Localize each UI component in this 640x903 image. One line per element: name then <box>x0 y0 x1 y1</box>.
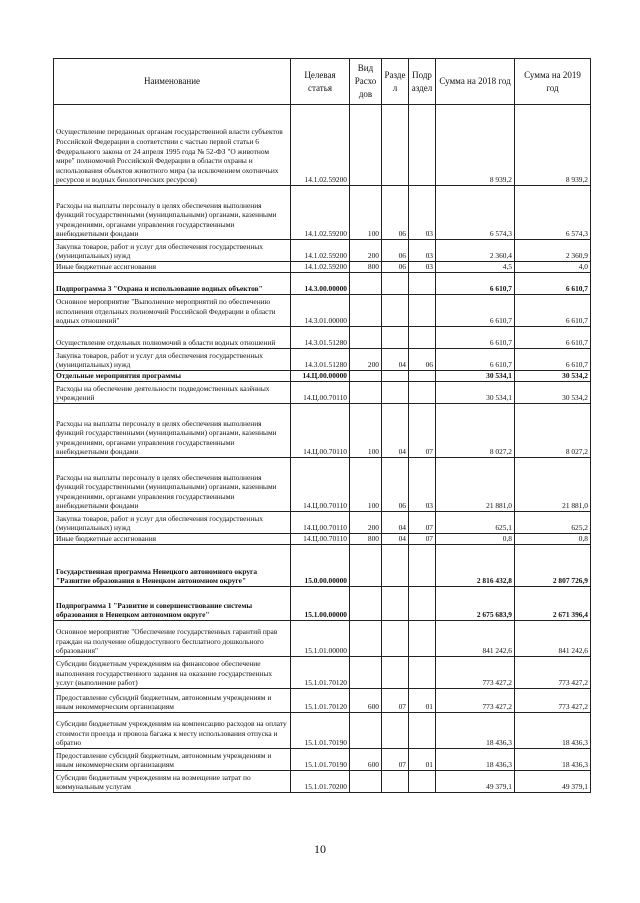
cell-type: 800 <box>350 262 382 273</box>
cell-type <box>350 105 382 186</box>
cell-target: 14.Ц.00.70110 <box>291 512 350 534</box>
cell-sum-2019: 8 027,2 <box>515 404 591 458</box>
cell-section: 07 <box>382 749 409 771</box>
cell-sum-2019: 4,0 <box>515 262 591 273</box>
cell-target: 15.1.01.70120 <box>291 689 350 713</box>
table-row <box>54 512 591 534</box>
cell-type <box>350 273 382 295</box>
cell-section <box>382 545 409 587</box>
cell-type: 200 <box>350 240 382 262</box>
cell-sum-2018: 30 534,1 <box>436 371 515 382</box>
cell-sum-2019: 6 610,7 <box>515 273 591 295</box>
page-number: 10 <box>314 842 326 856</box>
cell-subsection <box>409 371 436 382</box>
cell-target: 14.1.02.59200 <box>291 105 350 186</box>
cell-subsection: 03 <box>409 262 436 273</box>
cell-subsection: 03 <box>409 240 436 262</box>
cell-sum-2018: 2 360,4 <box>436 240 515 262</box>
cell-sum-2018: 0,8 <box>436 534 515 545</box>
cell-name: Закупка товаров, работ и услуг для обеспечения государственных (муниципальных) нужд <box>54 349 291 371</box>
cell-section <box>382 713 409 749</box>
cell-name: Расходы на выплаты персоналу в целях обеспечения выполнения функций государственными (муниципальными) органами, казенными учреждениями, органами управления государственными внебюджетными фондами <box>54 186 291 240</box>
table-row <box>54 713 591 749</box>
cell-target: 14.1.02.59200 <box>291 240 350 262</box>
cell-name: Основное мероприятие "Обеспечение государственных гарантий прав граждан на получение общедоступного бесплатного дошкольного образования" <box>54 621 291 657</box>
cell-type: 200 <box>350 512 382 534</box>
cell-sum-2018: 18 436,3 <box>436 713 515 749</box>
cell-sum-2018: 18 436,3 <box>436 749 515 771</box>
cell-name: Расходы на выплаты персоналу в целях обеспечения выполнения функций государственными (муниципальными) органами, казенными учреждениями, органами управления государственными внебюджетными фондами <box>54 458 291 512</box>
cell-sum-2018: 2 816 432,8 <box>436 545 515 587</box>
cell-subsection <box>409 587 436 621</box>
cell-name: Иные бюджетные ассигнования <box>54 262 291 273</box>
table-row <box>54 105 591 186</box>
cell-section: 04 <box>382 512 409 534</box>
cell-target: 14.Ц.00.70110 <box>291 382 350 404</box>
table-row <box>54 327 591 349</box>
cell-subsection: 07 <box>409 512 436 534</box>
cell-name: Подпрограмма 1 "Развитие и совершенствование системы образования в Ненецком автономном округе" <box>54 587 291 621</box>
cell-section <box>382 621 409 657</box>
cell-target: 15.1.01.70120 <box>291 657 350 689</box>
cell-target: 15.1.00.00000 <box>291 587 350 621</box>
cell-sum-2018: 8 939,2 <box>436 105 515 186</box>
cell-target: 14.Ц.00.70110 <box>291 404 350 458</box>
cell-type: 600 <box>350 749 382 771</box>
cell-subsection: 03 <box>409 186 436 240</box>
table-row <box>54 621 591 657</box>
cell-target: 14.3.01.51280 <box>291 349 350 371</box>
cell-subsection <box>409 105 436 186</box>
cell-sum-2018: 625,1 <box>436 512 515 534</box>
cell-type: 100 <box>350 404 382 458</box>
cell-sum-2019: 6 610,7 <box>515 349 591 371</box>
table-row <box>54 371 591 382</box>
cell-subsection: 07 <box>409 534 436 545</box>
cell-target: 15.1.01.70200 <box>291 771 350 793</box>
cell-sum-2019: 30 534,2 <box>515 371 591 382</box>
cell-section <box>382 327 409 349</box>
cell-sum-2019: 773 427,2 <box>515 689 591 713</box>
table-row <box>54 262 591 273</box>
cell-name: Отдельные мероприятия программы <box>54 371 291 382</box>
cell-section <box>382 371 409 382</box>
header-sum-2018: Сумма на 2018 год <box>436 59 515 105</box>
cell-sum-2018: 4,5 <box>436 262 515 273</box>
cell-type: 100 <box>350 458 382 512</box>
cell-name: Закупка товаров, работ и услуг для обеспечения государственных (муниципальных) нужд <box>54 512 291 534</box>
cell-subsection <box>409 295 436 327</box>
header-section: Разде л <box>382 59 409 105</box>
cell-target: 15.1.01.70190 <box>291 713 350 749</box>
cell-sum-2019: 8 939,2 <box>515 105 591 186</box>
cell-target: 14.3.01.00000 <box>291 295 350 327</box>
cell-type <box>350 713 382 749</box>
cell-type <box>350 327 382 349</box>
table-row <box>54 349 591 371</box>
cell-sum-2019: 30 534,2 <box>515 382 591 404</box>
cell-sum-2019: 841 242,6 <box>515 621 591 657</box>
cell-sum-2019: 2 671 396,4 <box>515 587 591 621</box>
cell-name: Предоставление субсидий бюджетным, автономным учреждениям и иным некоммерческим организациям <box>54 749 291 771</box>
table-row <box>54 295 591 327</box>
cell-sum-2018: 773 427,2 <box>436 657 515 689</box>
table-row <box>54 186 591 240</box>
cell-sum-2018: 8 027,2 <box>436 404 515 458</box>
table-row <box>54 382 591 404</box>
cell-sum-2018: 6 610,7 <box>436 295 515 327</box>
table-row <box>54 240 591 262</box>
header-subsection: Подр аздел <box>409 59 436 105</box>
cell-type <box>350 545 382 587</box>
cell-subsection <box>409 273 436 295</box>
cell-sum-2019: 773 427,2 <box>515 657 591 689</box>
cell-sum-2018: 773 427,2 <box>436 689 515 713</box>
cell-subsection: 06 <box>409 349 436 371</box>
cell-type <box>350 771 382 793</box>
cell-type: 100 <box>350 186 382 240</box>
cell-name: Расходы на обеспечение деятельности подведомственных казённых учреждений <box>54 382 291 404</box>
cell-type: 200 <box>350 349 382 371</box>
cell-sum-2019: 49 379,1 <box>515 771 591 793</box>
cell-target: 14.Ц.00.70110 <box>291 458 350 512</box>
header-sum-2019: Сумма на 2019 год <box>515 59 591 105</box>
cell-sum-2018: 6 574,3 <box>436 186 515 240</box>
cell-subsection <box>409 771 436 793</box>
cell-type <box>350 295 382 327</box>
cell-section: 06 <box>382 240 409 262</box>
cell-sum-2019: 18 436,3 <box>515 713 591 749</box>
cell-type <box>350 657 382 689</box>
cell-sum-2019: 21 881,0 <box>515 458 591 512</box>
cell-name: Субсидии бюджетным учреждениям на возмещение затрат по коммунальным услугам <box>54 771 291 793</box>
cell-type <box>350 371 382 382</box>
table-row <box>54 545 591 587</box>
cell-name: Субсидии бюджетным учреждениям на компенсацию расходов на оплату стоимости проезда и провоза багажа к месту использования отпуска и обратно <box>54 713 291 749</box>
cell-name: Предоставление субсидий бюджетным, автономным учреждениям и иным некоммерческим организациям <box>54 689 291 713</box>
cell-name: Субсидии бюджетным учреждениям на финансовое обеспечение выполнения государственного задания на оказание государственных услуг (выполнение работ) <box>54 657 291 689</box>
cell-type: 600 <box>350 689 382 713</box>
cell-subsection <box>409 545 436 587</box>
cell-name: Основное мероприятие "Выполнение мероприятий по обеспечению исполнения отдельных полномочий Российской Федерации в области водных отношений" <box>54 295 291 327</box>
table-row <box>54 404 591 458</box>
cell-sum-2018: 6 610,7 <box>436 273 515 295</box>
table-row <box>54 458 591 512</box>
cell-section: 06 <box>382 262 409 273</box>
cell-subsection: 03 <box>409 458 436 512</box>
cell-subsection: 07 <box>409 404 436 458</box>
cell-subsection <box>409 657 436 689</box>
cell-sum-2018: 2 675 683,9 <box>436 587 515 621</box>
cell-target: 15.0.00.00000 <box>291 545 350 587</box>
cell-target: 15.1.01.70190 <box>291 749 350 771</box>
cell-target: 14.1.02.59200 <box>291 186 350 240</box>
cell-section <box>382 382 409 404</box>
cell-subsection <box>409 713 436 749</box>
cell-section <box>382 657 409 689</box>
cell-section <box>382 273 409 295</box>
cell-section: 06 <box>382 458 409 512</box>
header-type: Вид Расхо дов <box>350 59 382 105</box>
cell-name: Подпрограмма 3 "Охрана и использование водных объектов" <box>54 273 291 295</box>
table-row <box>54 587 591 621</box>
cell-type <box>350 621 382 657</box>
cell-section: 07 <box>382 689 409 713</box>
cell-name: Осуществление отдельных полномочий в области водных отношений <box>54 327 291 349</box>
cell-sum-2018: 21 881,0 <box>436 458 515 512</box>
cell-target: 14.Ц.00.00000 <box>291 371 350 382</box>
cell-sum-2019: 2 360,9 <box>515 240 591 262</box>
cell-target: 14.Ц.00.70110 <box>291 534 350 545</box>
cell-section <box>382 105 409 186</box>
cell-sum-2018: 6 610,7 <box>436 349 515 371</box>
cell-section: 04 <box>382 349 409 371</box>
table-body <box>54 105 591 793</box>
cell-sum-2019: 18 436,3 <box>515 749 591 771</box>
table-header <box>54 59 591 105</box>
table-row <box>54 771 591 793</box>
cell-type <box>350 587 382 621</box>
cell-target: 14.3.00.00000 <box>291 273 350 295</box>
cell-name: Иные бюджетные ассигнования <box>54 534 291 545</box>
budget-table <box>53 58 591 793</box>
cell-sum-2018: 30 534,1 <box>436 382 515 404</box>
cell-subsection <box>409 327 436 349</box>
cell-section <box>382 295 409 327</box>
cell-section <box>382 587 409 621</box>
cell-section <box>382 771 409 793</box>
cell-sum-2019: 2 807 726,9 <box>515 545 591 587</box>
cell-section: 06 <box>382 186 409 240</box>
cell-subsection <box>409 621 436 657</box>
cell-sum-2019: 6 574,3 <box>515 186 591 240</box>
cell-sum-2019: 0,8 <box>515 534 591 545</box>
cell-name: Расходы на выплаты персоналу в целях обеспечения выполнения функций государственными (муниципальными) органами, казенными учреждениями, органами управления государственными внебюджетными фондами <box>54 404 291 458</box>
cell-subsection: 01 <box>409 749 436 771</box>
header-target: Целевая статья <box>291 59 350 105</box>
cell-sum-2019: 6 610,7 <box>515 327 591 349</box>
cell-subsection <box>409 382 436 404</box>
cell-name: Осуществление переданных органам государственной власти субъектов Российской Федерации в соответствии с частью первой статьи 6 Федерального закона от 24 апреля 1995 года № 52-ФЗ "О животном мире" полномочий Российской Федерации в области охраны и использования объектов животного мира (за исключением охотничьих ресурсов и водных биологических ресурсов) <box>54 105 291 186</box>
table-row <box>54 749 591 771</box>
cell-target: 14.3.01.51280 <box>291 327 350 349</box>
cell-section: 04 <box>382 404 409 458</box>
table-row <box>54 657 591 689</box>
cell-sum-2018: 49 379,1 <box>436 771 515 793</box>
cell-sum-2018: 6 610,7 <box>436 327 515 349</box>
cell-section: 04 <box>382 534 409 545</box>
cell-sum-2018: 841 242,6 <box>436 621 515 657</box>
cell-sum-2019: 6 610,7 <box>515 295 591 327</box>
cell-name: Закупка товаров, работ и услуг для обеспечения государственных (муниципальных) нужд <box>54 240 291 262</box>
cell-target: 15.1.01.00000 <box>291 621 350 657</box>
cell-type <box>350 382 382 404</box>
header-name: Наименование <box>54 59 291 105</box>
cell-type: 800 <box>350 534 382 545</box>
cell-name: Государственная программа Ненецкого автономного округа "Развитие образования в Ненецком автономном округе" <box>54 545 291 587</box>
cell-target: 14.1.02.59200 <box>291 262 350 273</box>
table-row <box>54 534 591 545</box>
table-row <box>54 689 591 713</box>
cell-sum-2019: 625,2 <box>515 512 591 534</box>
table-row <box>54 273 591 295</box>
cell-subsection: 01 <box>409 689 436 713</box>
